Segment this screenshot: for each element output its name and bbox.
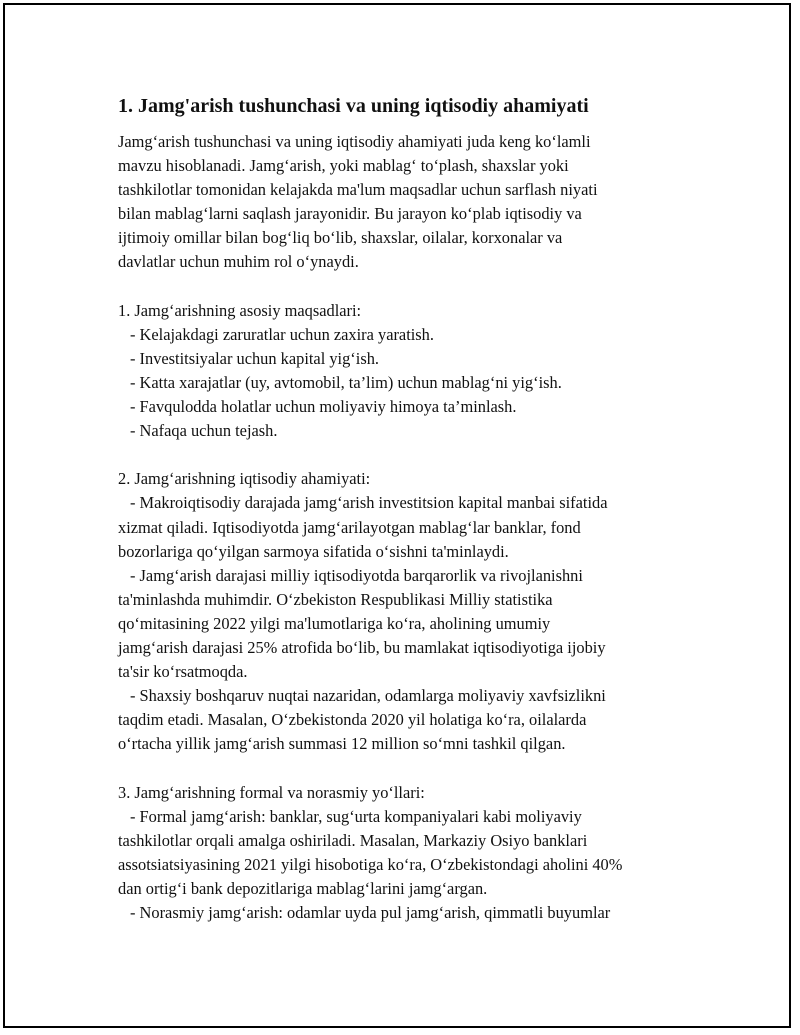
text-line: taqdim etadi. Masalan, O‘zbekistonda 2020 yil holatiga ko‘ra, oilalarda — [118, 710, 587, 730]
text-line: - Norasmiy jamg‘arish: odamlar uyda pul jamg‘arish, qimmatli buyumlar — [130, 903, 611, 922]
text-line: - Formal jamg‘arish: banklar, sug‘urta kompaniyalari kabi moliyaviy — [130, 806, 582, 826]
list-item: - Katta xarajatlar (uy, avtomobil, ta’lim) uchun mablag‘ni yig‘ish. — [130, 372, 562, 392]
text-line: xizmat qiladi. Iqtisodiyotda jamg‘arilayotgan mablag‘lar banklar, fond — [118, 517, 581, 537]
intro-paragraph — [118, 130, 690, 275]
list-item: - Kelajakdagi zaruratlar uchun zaxira yaratish. — [130, 324, 434, 344]
section-2 — [118, 467, 690, 756]
text-line: Jamg‘arish tushunchasi va uning iqtisodiy ahamiyati juda keng ko‘lamli — [118, 132, 591, 151]
text-line: ta'minlashda muhimdir. O‘zbekiston Respublikasi Milliy statistika — [118, 589, 553, 609]
text-line: tashkilotlar tomonidan kelajakda ma'lum maqsadlar uchun sarflash niyati — [118, 180, 598, 200]
text-line: o‘rtacha yillik jamg‘arish summasi 12 million so‘mni tashkil qilgan. — [118, 734, 566, 754]
list-item: - Investitsiyalar uchun kapital yig‘ish. — [130, 348, 379, 368]
text-line: - Jamg‘arish darajasi milliy iqtisodiyotda barqarorlik va rivojlanishni — [130, 565, 583, 585]
text-line: dan ortig‘i bank depozitlariga mablag‘larini jamg‘argan. — [118, 878, 488, 898]
list-item: - Favqulodda holatlar uchun moliyaviy himoya ta’minlash. — [130, 397, 517, 417]
text-line: ta'sir ko‘rsatmoqda. — [118, 662, 248, 682]
text-line: bilan mablag‘larni saqlash jarayonidir. Bu jarayon ko‘plab iqtisodiy va — [118, 204, 582, 224]
text-line: - Makroiqtisodiy darajada jamg‘arish investitsion kapital manbai sifatida — [130, 493, 608, 513]
section-3-title: 3. Jamg‘arishning formal va norasmiy yo‘llari: — [118, 782, 425, 802]
text-line: bozorlariga qo‘yilgan sarmoya sifatida o‘sishni ta'minlaydi. — [118, 541, 509, 561]
list-item: - Nafaqa uchun tejash. — [130, 421, 278, 441]
text-line: assotsiatsiyasining 2021 yilgi hisobotiga ko‘ra, O‘zbekistondagi aholini 40% — [118, 854, 623, 874]
section-heading: 1. Jamg'arish tushunchasi va uning iqtisodiy ahamiyati — [118, 95, 589, 117]
section-3 — [118, 781, 690, 926]
text-line: qo‘mitasining 2022 yilgi ma'lumotlariga ko‘ra, aholining umumiy — [118, 613, 551, 633]
text-line: jamg‘arish darajasi 25% atrofida bo‘lib, bu mamlakat iqtisodiyotiga ijobiy — [118, 637, 606, 657]
text-line: davlatlar uchun muhim rol o‘ynaydi. — [118, 252, 359, 272]
section-1 — [118, 299, 690, 444]
text-line: - Shaxsiy boshqaruv nuqtai nazaridan, odamlarga moliyaviy xavfsizlikni — [130, 686, 606, 706]
text-line: tashkilotlar orqali amalga oshiriladi. Masalan, Markaziy Osiyo banklari — [118, 830, 588, 850]
section-1-title: 1. Jamg‘arishning asosiy maqsadlari: — [118, 300, 362, 320]
text-line: mavzu hisoblanadi. Jamg‘arish, yoki mablag‘ to‘plash, shaxslar yoki — [118, 156, 569, 176]
section-2-title: 2. Jamg‘arishning iqtisodiy ahamiyati: — [118, 469, 371, 489]
text-line: ijtimoiy omillar bilan bog‘liq bo‘lib, shaxslar, oilalar, korxonalar va — [118, 228, 563, 248]
document-body — [118, 92, 690, 925]
